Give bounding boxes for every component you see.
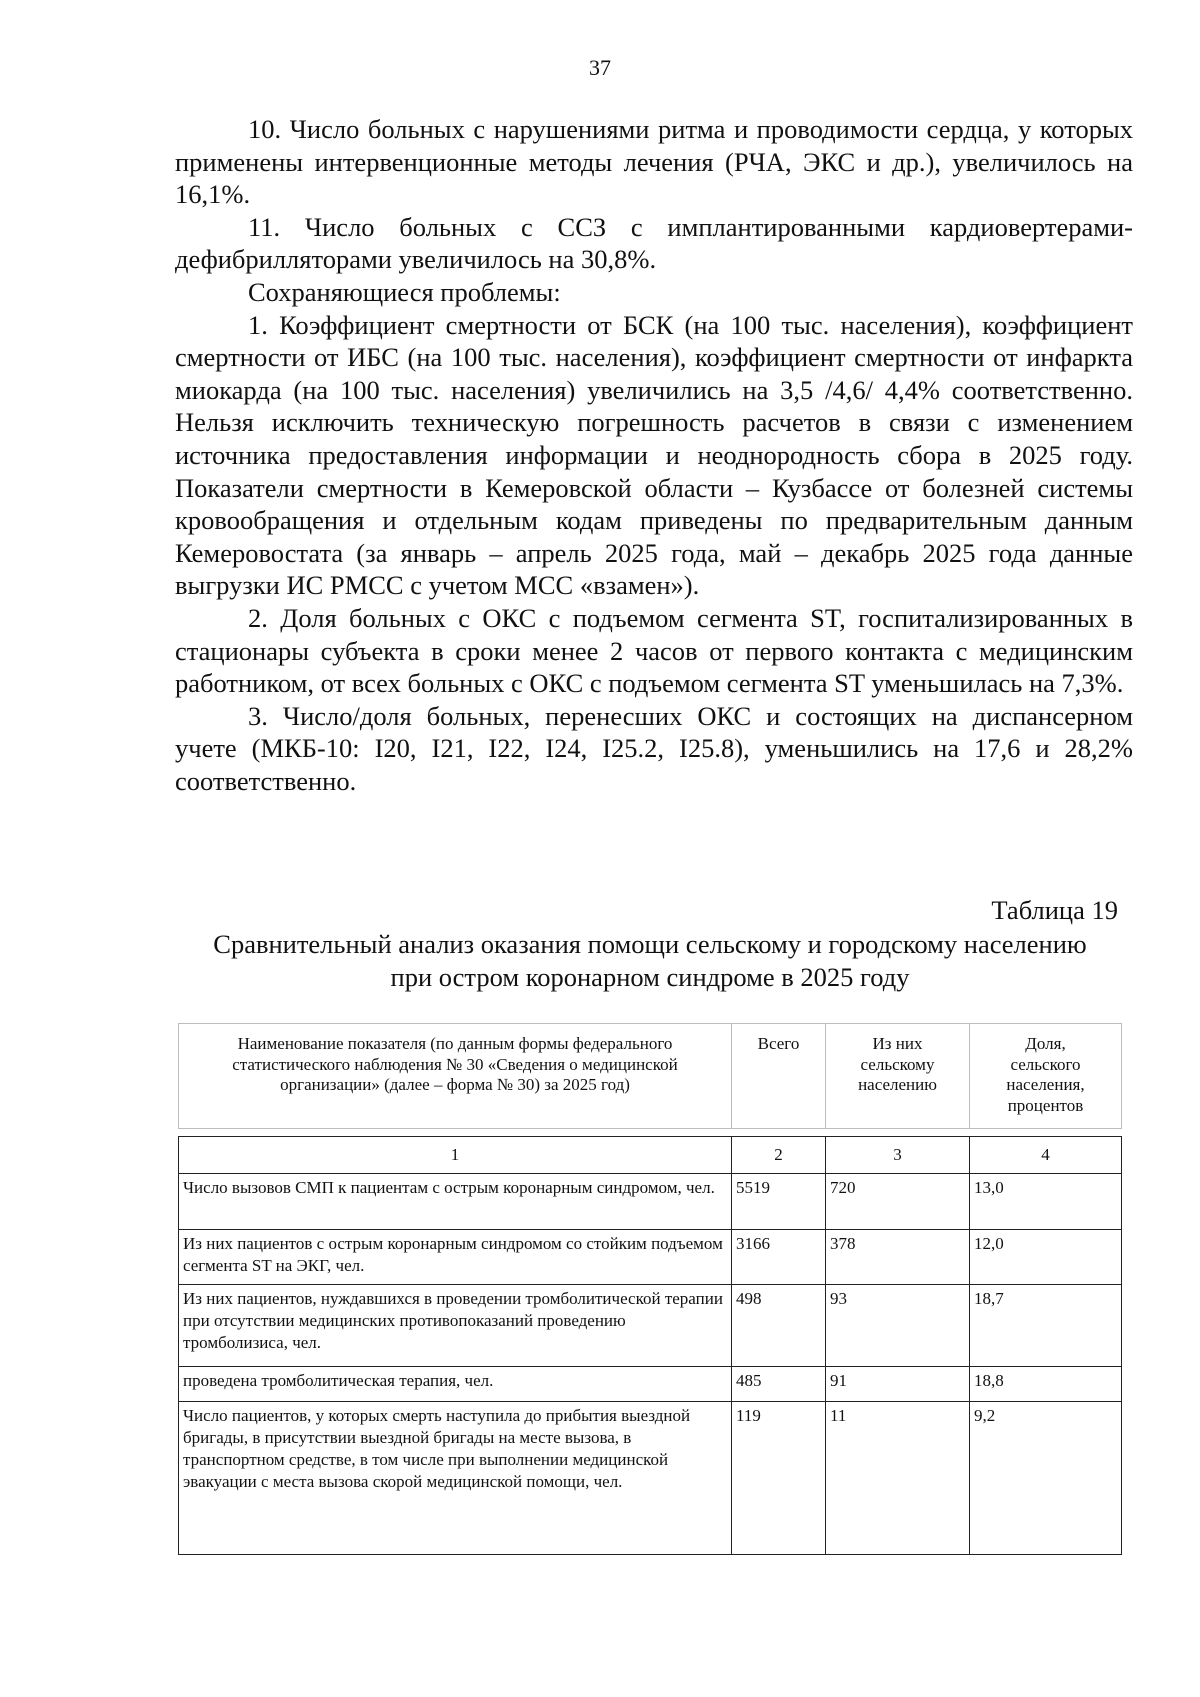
row-share: 9,2 [969,1402,1121,1554]
row-indicator: Число пациентов, у которых смерть наступила до прибытия выездной бригады, в присутствии выездной бригады на месте вызова, в транспортном средстве, в том числе при выполнении медицинской эвакуации с места вызова скорой медицинской помощи, чел. [183,1406,691,1491]
header-indicator-name: Наименование показателя (по данным формы федерального статистического наблюдения № 30 «Сведения о медицинской организации» (далее – форма № 30) за 2025 год) [232,1034,678,1094]
header-rural: Из них сельскому населению [825,1024,969,1128]
table-label: Таблица 19 [991,895,1118,925]
column-number: 4 [969,1137,1121,1173]
data-table [178,1136,1122,1555]
row-total: 5519 [731,1174,825,1229]
column-number: 3 [825,1137,969,1173]
paragraph-result-10: 10. Число больных с нарушениями ритма и проводимости сердца, у которых применены интервенционные методы лечения (РЧА, ЭКС и др.), увеличилось на 16,1%. [175,114,1133,210]
table-row [179,1229,1121,1284]
row-share: 18,8 [969,1367,1121,1401]
paragraph-problem-3: 3. Число/доля больных, перенесших ОКС и состоящих на диспансерном учете (МКБ-10: I20, I21, I22, I24, I25.2, I25.8), уменьшились на 17,6 и 28,2% соответственно. [175,700,1133,796]
paragraph-problem-1: 1. Коэффициент смертности от БСК (на 100 тыс. населения), коэффициент смертности от ИБС (на 100 тыс. населения), коэффициент смертности от инфаркта миокарда (на 100 тыс. населения) увеличились на 3,5 /4,6/ 4,4% соответственно. Нельзя исключить техническую погрешность расчетов в связи с изменением источника предоставления информации и неоднородность сбора в 2025 году. Показатели смертности в Кемеровской области – Кузбассе от болезней системы кровообращения и отдельным кодам приведены по предварительным данным Кемеровостата (за январь – апрель 2025 года, май – декабрь 2025 года данные выгрузки ИС РМСС с учетом МСС «взамен»). [175,309,1133,601]
row-total: 498 [731,1285,825,1366]
row-share: 18,7 [969,1285,1121,1366]
row-rural: 93 [825,1285,969,1366]
table-title [150,928,1150,994]
paragraph-problem-2: 2. Доля больных с ОКС с подъемом сегмента ST, госпитализированных в стационары субъекта в сроки менее 2 часов от первого контакта с медицинским работником, от всех больных с ОКС с подъемом сегмента ST уменьшилась на 7,3%. [175,602,1133,699]
page-number: 37 [589,55,611,80]
table-row [179,1284,1121,1366]
row-indicator: проведена тромболитическая терапия, чел. [183,1371,494,1390]
paragraph-result-11: 11. Число больных с ССЗ с имплантированными кардиовертерами-дефибрилляторами увеличилось на 30,8%. [175,211,1133,275]
header-rural-share: Доля, сельского населения, процентов [969,1024,1121,1128]
paragraph-problems-heading: Сохраняющиеся проблемы: [248,276,561,307]
row-rural: 720 [825,1174,969,1229]
table-title-line-1: Сравнительный анализ оказания помощи сельскому и городскому населению [213,929,1087,959]
row-rural: 91 [825,1367,969,1401]
table-row [179,1366,1121,1401]
row-share: 13,0 [969,1174,1121,1229]
table-title-line-2: при остром коронарном синдроме в 2025 году [390,962,910,992]
body-text [175,113,1133,797]
row-indicator: Из них пациентов, нуждавшихся в проведении тромболитической терапии при отсутствии медицинских противопоказаний проведению тромболизиса, чел. [183,1289,723,1352]
column-number-row [179,1137,1121,1173]
column-number: 2 [731,1137,825,1173]
row-total: 3166 [731,1230,825,1284]
row-share: 12,0 [969,1230,1121,1284]
row-total: 485 [731,1367,825,1401]
row-indicator: Из них пациентов с острым коронарным синдромом со стойким подъемом сегмента ST на ЭКГ, чел. [183,1234,723,1275]
table-row [179,1173,1121,1229]
table-row [179,1401,1121,1554]
row-rural: 11 [825,1402,969,1554]
column-number: 1 [450,1145,460,1164]
row-indicator: Число вызовов СМП к пациентам с острым коронарным синдромом, чел. [183,1178,715,1197]
table-header [178,1023,1122,1129]
header-total: Всего [731,1024,825,1128]
row-rural: 378 [825,1230,969,1284]
row-total: 119 [731,1402,825,1554]
